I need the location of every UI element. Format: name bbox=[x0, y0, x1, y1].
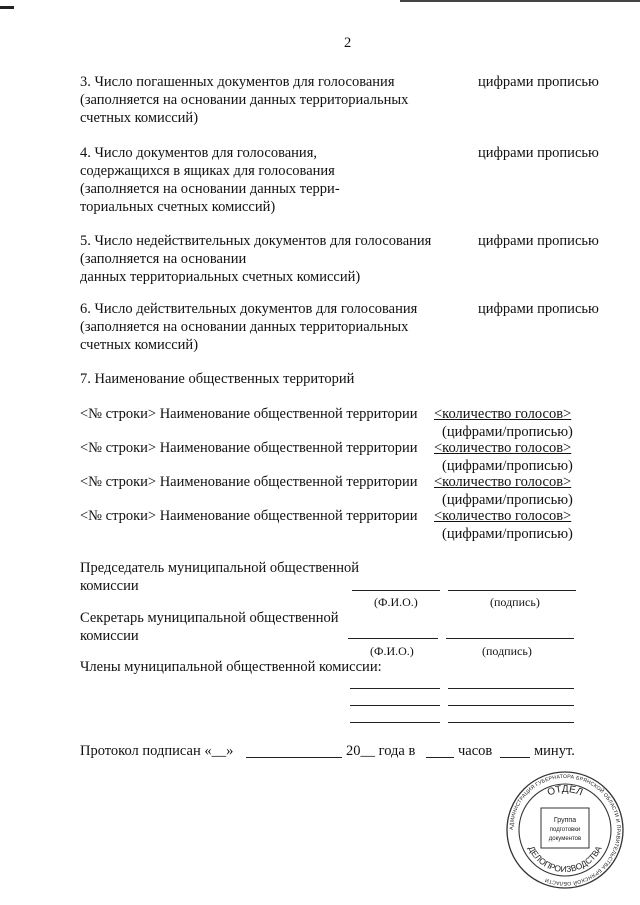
protocol-minutes-blank bbox=[500, 757, 530, 758]
protocol-hours-label: часов bbox=[458, 743, 493, 759]
stamp-ring-text: АДМИНИСТРАЦИЯ ГУБЕРНАТОРА БРЯНСКОЙ ОБЛАСТИ И ПРАВИТЕЛЬСТВА БРЯНСКОЙ ОБЛАСТИ bbox=[508, 773, 622, 887]
territory-row-4-label: <№ строки> Наименование общественной территории bbox=[80, 508, 418, 524]
territory-row-2-votes: <количество голосов> bbox=[434, 440, 572, 456]
territory-row-4-hint: (цифрами/прописью) bbox=[442, 526, 573, 542]
territory-row-3-label: <№ строки> Наименование общественной территории bbox=[80, 474, 418, 490]
secretary-fio-line bbox=[348, 638, 438, 639]
item-4-line-3: (заполняется на основании данных терри- bbox=[80, 181, 340, 197]
territory-row-1-hint: (цифрами/прописью) bbox=[442, 424, 573, 440]
item-3-line-3: счетных комиссий) bbox=[80, 110, 199, 126]
item-4-line-4: ториальных счетных комиссий) bbox=[80, 199, 276, 215]
item-6-line-2: (заполняется на основании данных территориальных bbox=[80, 319, 409, 335]
item-3-line-2: (заполняется на основании данных территориальных bbox=[80, 92, 409, 108]
territory-row-1-label: <№ строки> Наименование общественной территории bbox=[80, 406, 418, 422]
territory-row-2-label: <№ строки> Наименование общественной территории bbox=[80, 440, 418, 456]
territory-row-3-votes: <количество голосов> bbox=[434, 474, 572, 490]
territory-row-2-hint: (цифрами/прописью) bbox=[442, 458, 573, 474]
stamp-center-line-2: подготовки bbox=[549, 827, 581, 833]
page-number: 2 bbox=[344, 35, 352, 51]
item-4-hint: цифрами прописью bbox=[478, 145, 599, 161]
member-2-signature-line bbox=[448, 705, 574, 706]
item-5-line-1: 5. Число недействительных документов для голосования bbox=[80, 233, 432, 249]
chairman-signature-line bbox=[448, 590, 576, 591]
chairman-line-2: комиссии bbox=[80, 578, 139, 594]
protocol-year-label: 20__ года в bbox=[346, 743, 416, 759]
item-5-line-2: (заполняется на основании bbox=[80, 251, 247, 267]
members-label: Члены муниципальной общественной комиссии: bbox=[80, 659, 382, 675]
svg-text:ОТДЕЛ bbox=[546, 784, 584, 799]
stamp-center-line-3: документов bbox=[548, 836, 582, 842]
protocol-prefix: Протокол подписан «__» bbox=[80, 743, 234, 759]
item-4-line-2: содержащихся в ящиках для голосования bbox=[80, 163, 335, 179]
stamp-top-text: ОТДЕЛ bbox=[545, 783, 585, 799]
chairman-line-1: Председатель муниципальной общественной bbox=[80, 560, 360, 576]
protocol-date-blank bbox=[246, 757, 342, 758]
territory-row-3-hint: (цифрами/прописью) bbox=[442, 492, 573, 508]
official-stamp bbox=[505, 770, 625, 890]
chairman-signature-caption: (подпись) bbox=[490, 595, 540, 609]
territory-row-1-votes: <количество голосов> bbox=[434, 406, 572, 422]
item-5-line-3: данных территориальных счетных комиссий) bbox=[80, 269, 361, 285]
secretary-signature-line bbox=[446, 638, 574, 639]
member-3-fio-line bbox=[350, 722, 440, 723]
item-3-hint: цифрами прописью bbox=[478, 74, 599, 90]
item-6-hint: цифрами прописью bbox=[478, 301, 599, 317]
secretary-fio-caption: (Ф.И.О.) bbox=[370, 644, 414, 658]
item-6-line-1: 6. Число действительных документов для голосования bbox=[80, 301, 418, 317]
item-3-line-1: 3. Число погашенных документов для голосования bbox=[80, 74, 395, 90]
territory-row-4-votes: <количество голосов> bbox=[434, 508, 572, 524]
member-1-fio-line bbox=[350, 688, 440, 689]
member-2-fio-line bbox=[350, 705, 440, 706]
scan-edge-line bbox=[400, 0, 640, 2]
member-1-signature-line bbox=[448, 688, 574, 689]
item-4-line-1: 4. Число документов для голосования, bbox=[80, 145, 317, 161]
protocol-minutes-label: минут. bbox=[534, 743, 575, 759]
scan-mark bbox=[0, 6, 14, 9]
chairman-fio-line bbox=[352, 590, 440, 591]
item-5-hint: цифрами прописью bbox=[478, 233, 599, 249]
secretary-line-2: комиссии bbox=[80, 628, 139, 644]
member-3-signature-line bbox=[448, 722, 574, 723]
protocol-hours-blank bbox=[426, 757, 454, 758]
item-6-line-3: счетных комиссий) bbox=[80, 337, 199, 353]
chairman-fio-caption: (Ф.И.О.) bbox=[374, 595, 418, 609]
secretary-signature-caption: (подпись) bbox=[482, 644, 532, 658]
section-7-title: 7. Наименование общественных территорий bbox=[80, 371, 355, 387]
stamp-bottom-text: ДЕЛОПРОИЗВОДСТВА bbox=[526, 844, 604, 875]
stamp-center-line-1: Группа bbox=[553, 817, 577, 824]
secretary-line-1: Секретарь муниципальной общественной bbox=[80, 610, 339, 626]
